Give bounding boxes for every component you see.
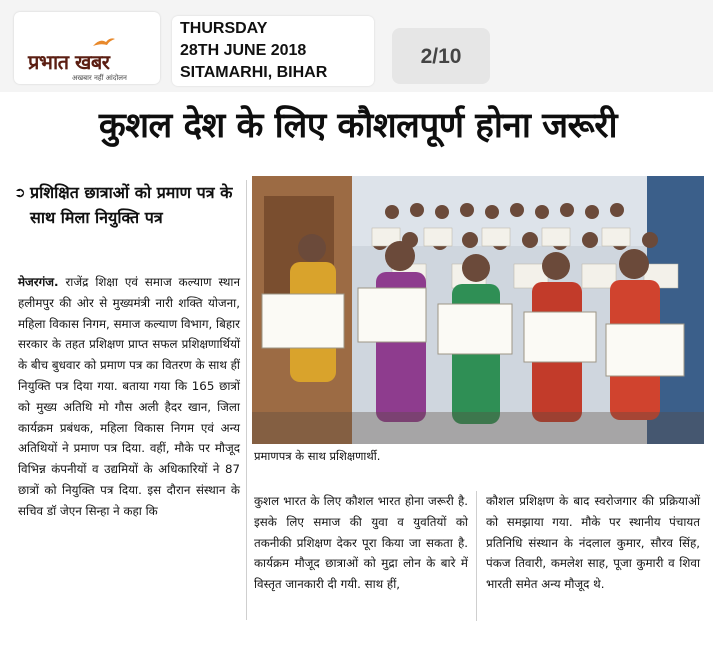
article-column-1 [18,272,240,522]
article-column-3: कौशल प्रशिक्षण के बाद स्वरोजगार की प्रक्रियाओं को समझाया गया. मौके पर स्थानीय पंचायत प्रतिनिधि संस्थान के नंदलाल कुमार, सौरव सिंह, पंकज तिवारी, कमलेश साह, पूजा कुमारी व शिवा भारती समेत अन्य मौजूद थे. [486,494,700,592]
article-dateline: मेजरगंज. [18,275,59,289]
article-body-1: राजेंद्र शिक्षा एवं समाज कल्याण स्थान हलीमपुर की ओर से मुख्यमंत्री नारी शक्ति योजना, महिला विकास निगम, समाज कल्याण विभाग, बिहार सरकार के तहत प्रशिक्षण प्राप्त सफल प्रशिक्षणार्थियों के बीच बुधवार को प्रमाण पत्र का वितरण के साथ हीं नियुक्ति पत्र दिया गया. बताया गया कि 165 छात्रों को मुख्य अतिथि मो गौस अली हैदर खान, जिला कार्यक्रम प्रबंधक, महिला विकास निगम एवं अन्य अतिथियों ने प्रमाण पत्र दिया. वहीं, मौके पर मौजूद विभिन्न कंपनीयों व उद्यमियों के अधिकारियों ने 87 छात्रों को नियुक्ति पत्र दिया. इस दौरान संस्थान के सचिव डॉ जेएन सिन्हा ने कहा कि [18,275,240,518]
column-divider [246,180,247,620]
masthead-bar [0,0,713,92]
arrow-bullet-icon: ➲ [14,185,26,201]
edition-location: SITAMARHI, BIHAR [180,64,328,81]
newspaper-logo[interactable] [14,12,160,84]
page-indicator[interactable] [392,28,490,84]
article-subhead: प्रशिक्षित छात्राओं को प्रमाण पत्र के साथ मिला नियुक्ति पत्र [30,183,233,227]
logo-tagline: अखबार नहीं आंदोलन [72,74,127,82]
logo-name: प्रभात खबर [28,50,110,74]
column-divider [476,491,477,621]
page-number: 2/10 [420,45,462,68]
photo-caption: प्रमाणपत्र के साथ प्रशिक्षणार्थी. [254,449,381,463]
edition-date: 28TH JUNE 2018 [180,42,307,59]
edition-day: THURSDAY [180,20,268,37]
article-photo [252,176,704,444]
edition-info [172,16,374,86]
article-headline: कुशल देश के लिए कौशलपूर्ण होना जरूरी [98,106,618,146]
article-column-2: कुशल भारत के लिए कौशल भारत होना जरूरी है. इसके लिए समाज की युवा व युवतियों को तकनीकी प्रशिक्षण देकर पूरा किया जा सकता है. कार्यक्रम मौजूद छात्राओं को मुद्रा लोन के बारे में विस्तृत जानकारी दी गयी. साथ हीं, [254,494,468,592]
